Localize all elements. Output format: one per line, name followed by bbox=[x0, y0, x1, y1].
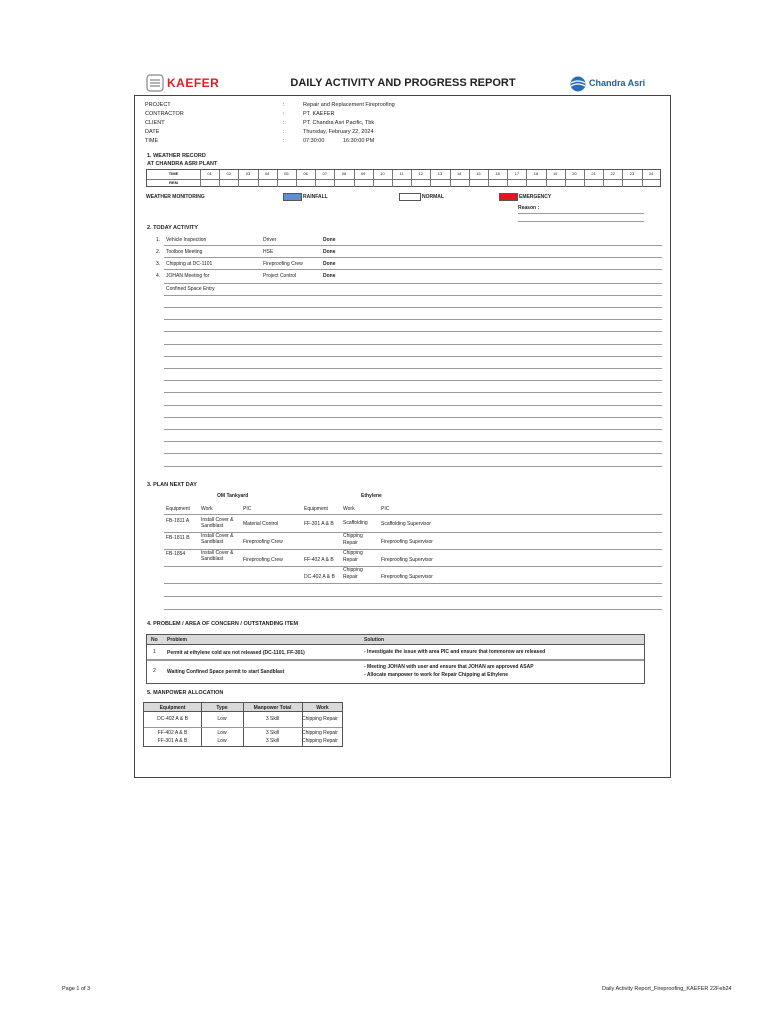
weather-hour-divider bbox=[315, 170, 316, 187]
problem-header-problem: Problem bbox=[167, 637, 188, 643]
weather-rem-cell bbox=[258, 179, 277, 187]
ruled-line bbox=[164, 514, 662, 515]
weather-hour-divider bbox=[584, 170, 585, 187]
problem-no: 2 bbox=[153, 668, 156, 674]
weather-hour-divider bbox=[469, 170, 470, 187]
ruled-line bbox=[164, 429, 662, 430]
ruled-line bbox=[164, 295, 662, 296]
weather-rem-cell bbox=[373, 179, 392, 187]
weather-hour-label: 15 bbox=[476, 171, 481, 176]
manpower-total: 3 Skill bbox=[265, 716, 280, 722]
weather-hour-table bbox=[146, 169, 661, 187]
weather-hour-label: 09 bbox=[360, 171, 366, 176]
ruled-line bbox=[164, 380, 662, 381]
plan-group-ethylene: Ethylene bbox=[361, 493, 382, 499]
weather-hour-divider bbox=[622, 170, 623, 187]
kaefer-logo bbox=[146, 74, 226, 92]
plan-section-title: 3. PLAN NEXT DAY bbox=[147, 482, 197, 488]
plan-equipment: FB-1811 B bbox=[166, 535, 190, 541]
weather-rem-cell bbox=[354, 179, 373, 187]
problem-section-title: 4. PROBLEM / AREA OF CONCERN / OUTSTANDING ITEM bbox=[147, 621, 299, 627]
plan-work: Chipping Repair bbox=[343, 567, 363, 580]
manpower-work: Chipping Repair bbox=[302, 738, 338, 744]
weather-hour-divider bbox=[392, 170, 393, 187]
weather-section-title: 1. WEATHER RECORD bbox=[147, 153, 206, 159]
problem-table bbox=[146, 634, 645, 684]
weather-hour-label: 19 bbox=[552, 171, 558, 176]
ruled-line bbox=[164, 331, 662, 332]
ruled-line bbox=[164, 319, 662, 320]
plan-equipment: FF-402 A & B bbox=[304, 557, 334, 563]
ruled-line bbox=[164, 583, 662, 584]
info-colon: : bbox=[283, 138, 285, 144]
kaefer-logo-icon bbox=[146, 74, 164, 92]
problem-header-solution: Solution bbox=[364, 637, 384, 643]
ruled-line bbox=[164, 441, 662, 442]
info-label: CONTRACTOR bbox=[145, 111, 184, 117]
plan-work: Install Cover & Sandblast bbox=[201, 533, 234, 545]
ruled-line bbox=[164, 269, 662, 270]
activity-status: Done bbox=[323, 249, 336, 255]
manpower-total: 3 Skill bbox=[265, 738, 280, 744]
activity-no: 1. bbox=[156, 237, 161, 243]
ruled-line bbox=[164, 466, 662, 467]
weather-monitoring-label: WEATHER MONITORING bbox=[146, 194, 205, 200]
weather-hour-divider bbox=[546, 170, 547, 187]
weather-rem-cell bbox=[411, 179, 430, 187]
info-colon: : bbox=[283, 111, 285, 117]
weather-rem-cell bbox=[200, 179, 219, 187]
weather-rem-cell bbox=[392, 179, 411, 187]
weather-rem-cell bbox=[238, 179, 257, 187]
plan-pic: Fireproofing Supervisor bbox=[381, 539, 433, 545]
ruled-line bbox=[164, 609, 662, 610]
manpower-equipment: DC-402 A & B bbox=[157, 716, 188, 722]
plan-work: Chipping Repair bbox=[343, 533, 363, 546]
plan-work: Install Cover & Sandblast bbox=[201, 550, 234, 562]
plan-header-work: Work bbox=[201, 506, 213, 512]
manpower-type: Low bbox=[217, 730, 227, 736]
manpower-work: Chipping Repair bbox=[302, 730, 338, 736]
problem-header-no: No bbox=[151, 637, 158, 643]
info-colon: : bbox=[283, 102, 285, 108]
weather-rem-cell bbox=[430, 179, 449, 187]
plan-header-work: Work bbox=[343, 506, 355, 512]
plan-pic: Material Control bbox=[243, 521, 279, 527]
manpower-work: Chipping Repair bbox=[302, 716, 338, 722]
chandra-asri-logo-icon bbox=[570, 76, 586, 92]
weather-time-label: TIME bbox=[168, 171, 179, 176]
weather-rem-cell bbox=[296, 179, 315, 187]
solution-text: - Allocate manpower to work for Repair Chipping at Ethylene bbox=[364, 672, 508, 678]
info-value: Repair and Replacement Fireproofing bbox=[303, 102, 395, 108]
weather-hour-divider bbox=[430, 170, 431, 187]
ruled-line bbox=[164, 453, 662, 454]
ruled-line bbox=[164, 368, 662, 369]
weather-hour-label: 14 bbox=[456, 171, 462, 176]
weather-hour-divider bbox=[296, 170, 297, 187]
activity-text: JOHAN Meeting for bbox=[166, 273, 210, 279]
manpower-header-equipment: Equipment bbox=[159, 704, 186, 711]
plan-work: Scaffolding bbox=[343, 520, 368, 526]
weather-rem-cell bbox=[565, 179, 584, 187]
ruled-line bbox=[164, 549, 662, 550]
chandra-asri-logo-text: Chandra Asri bbox=[589, 78, 646, 88]
activity-text: Vehicle Inspection bbox=[166, 237, 207, 243]
weather-hour-label: 06 bbox=[303, 171, 308, 176]
normal-label: NORMAL bbox=[422, 194, 444, 200]
weather-hour-divider bbox=[488, 170, 489, 187]
weather-hour-divider bbox=[526, 170, 527, 187]
rainfall-label: RAINFALL bbox=[303, 194, 328, 200]
info-value: PT. KAEFER bbox=[303, 111, 335, 117]
ruled-line bbox=[164, 532, 662, 533]
weather-rem-cell bbox=[334, 179, 353, 187]
weather-hour-label: 23 bbox=[629, 171, 635, 176]
manpower-header-type: Type bbox=[216, 704, 228, 711]
plan-equipment: FB-1811 A bbox=[166, 518, 190, 524]
weather-hour-divider bbox=[507, 170, 508, 187]
weather-hour-divider bbox=[411, 170, 412, 187]
activity-pic: HSE bbox=[263, 249, 274, 255]
ruled-line bbox=[164, 356, 662, 357]
weather-rem-cell bbox=[622, 179, 641, 187]
manpower-type: Low bbox=[217, 716, 227, 722]
manpower-table bbox=[143, 702, 343, 747]
info-label: PROJECT bbox=[145, 102, 171, 108]
ruled-line bbox=[164, 283, 662, 284]
weather-hour-divider bbox=[354, 170, 355, 187]
weather-hour-label: 18 bbox=[533, 171, 539, 176]
info-value: PT. Chandra Asri Pacific, Tbk bbox=[303, 120, 375, 126]
activity-status: Done bbox=[323, 273, 336, 279]
weather-rem-cell bbox=[526, 179, 545, 187]
activity-no: 3. bbox=[156, 261, 161, 267]
plan-equipment: FF-301 A & B bbox=[304, 521, 334, 527]
weather-hour-label: 08 bbox=[341, 171, 347, 176]
weather-hour-label: 03 bbox=[245, 171, 251, 176]
solution-text: - Meeting JOHAN with user and ensure that JOHAN are approved ASAP bbox=[364, 664, 534, 670]
ruled-line bbox=[164, 566, 662, 567]
ruled-line bbox=[164, 257, 662, 258]
weather-rem-cell bbox=[315, 179, 334, 187]
manpower-header-work: Work bbox=[316, 704, 329, 711]
weather-hour-label: 01 bbox=[207, 171, 212, 176]
normal-swatch bbox=[399, 193, 421, 201]
info-colon: : bbox=[283, 129, 285, 135]
today-section-title: 2. TODAY ACTIVITY bbox=[147, 225, 199, 231]
plan-header-equipment: Equipment bbox=[166, 506, 190, 512]
weather-hour-label: 20 bbox=[572, 171, 577, 176]
weather-hour-label: 22 bbox=[610, 171, 615, 176]
plan-pic: Fireproofing Crew bbox=[243, 557, 283, 563]
activity-continuation: Confined Space Entry bbox=[166, 286, 215, 292]
activity-pic: Driver bbox=[263, 237, 277, 243]
weather-rem-cell bbox=[584, 179, 603, 187]
weather-rem-cell bbox=[488, 179, 507, 187]
plan-work: Install Cover & Sandblast bbox=[201, 517, 234, 529]
info-label: TIME bbox=[145, 138, 159, 144]
weather-hour-divider bbox=[373, 170, 374, 187]
kaefer-logo-text: KAEFER bbox=[167, 76, 220, 90]
ruled-line bbox=[164, 245, 662, 246]
weather-rem-cell bbox=[469, 179, 488, 187]
ruled-line bbox=[164, 405, 662, 406]
weather-rem-cell bbox=[603, 179, 622, 187]
weather-hour-label: 07 bbox=[322, 171, 327, 176]
weather-hour-divider bbox=[238, 170, 239, 187]
weather-rem-cell bbox=[642, 179, 661, 187]
manpower-total: 3 Skill bbox=[265, 730, 280, 736]
plan-equipment: DC-402 A & B bbox=[304, 574, 335, 580]
plan-pic: Fireproofing Supervisor bbox=[381, 574, 433, 580]
chandra-asri-logo bbox=[570, 75, 660, 93]
emergency-label: EMERGENCY bbox=[519, 194, 552, 200]
plan-equipment: FB-1854 bbox=[166, 551, 186, 557]
weather-hour-divider bbox=[642, 170, 643, 187]
emergency-swatch bbox=[499, 193, 518, 201]
weather-hour-label: 04 bbox=[264, 171, 270, 176]
activity-pic: Project Control bbox=[263, 273, 297, 279]
ruled-line bbox=[164, 392, 662, 393]
page-number: Page 1 of 3 bbox=[62, 986, 91, 992]
ruled-line bbox=[164, 344, 662, 345]
weather-rem-cell bbox=[507, 179, 526, 187]
info-value: 07:30:00 bbox=[303, 138, 325, 144]
manpower-section-title: 5. MANPOWER ALLOCATION bbox=[147, 690, 224, 696]
info-label: CLIENT bbox=[145, 120, 165, 126]
reason-label: Reason : bbox=[518, 205, 540, 211]
weather-rem-cell bbox=[546, 179, 565, 187]
weather-rem-label: REM bbox=[169, 179, 178, 185]
weather-hour-divider bbox=[565, 170, 566, 187]
manpower-equipment: FF-301 A & B bbox=[157, 738, 188, 744]
activity-status: Done bbox=[323, 261, 336, 267]
weather-hour-label: 21 bbox=[591, 171, 596, 176]
plan-header-pic: PIC bbox=[381, 506, 390, 512]
activity-no: 2. bbox=[156, 249, 161, 255]
manpower-type: Low bbox=[217, 738, 227, 744]
weather-hour-label: 02 bbox=[226, 171, 231, 176]
weather-section-subtitle: AT CHANDRA ASRI PLANT bbox=[147, 161, 218, 167]
ruled-line bbox=[164, 596, 662, 597]
ruled-line bbox=[164, 307, 662, 308]
info-value-end-time: 16:30:00 PM bbox=[343, 138, 375, 144]
weather-hour-divider bbox=[219, 170, 220, 187]
plan-header-pic: PIC bbox=[243, 506, 252, 512]
problem-text: Permit at ethylene cold are not released (DC-1101, FF-301) bbox=[167, 650, 305, 656]
weather-hour-divider bbox=[603, 170, 604, 187]
plan-pic: Fireproofing Crew bbox=[243, 539, 283, 545]
rainfall-swatch bbox=[283, 193, 302, 201]
plan-header-equipment: Equipment bbox=[304, 506, 328, 512]
report-title: DAILY ACTIVITY AND PROGRESS REPORT bbox=[290, 77, 516, 89]
activity-pic: Fireproofing Crew bbox=[263, 261, 303, 267]
activity-no: 4. bbox=[156, 273, 161, 279]
weather-hour-label: 11 bbox=[399, 171, 404, 176]
plan-pic: Scaffolding Supervisor bbox=[381, 521, 431, 527]
weather-hour-label: 10 bbox=[380, 171, 385, 176]
weather-hour-label: 16 bbox=[495, 171, 500, 176]
ruled-line bbox=[164, 417, 662, 418]
weather-hour-label: 13 bbox=[437, 171, 443, 176]
info-value: Thursday, February 22, 2024 bbox=[303, 129, 374, 135]
footer-filename: Daily Activity Report_Fireproofing_KAEFER 22Feb24 bbox=[602, 986, 732, 992]
plan-pic: Fireproofing Supervisor bbox=[381, 557, 433, 563]
weather-hour-label: 17 bbox=[514, 171, 519, 176]
weather-rem-cell bbox=[450, 179, 469, 187]
weather-hour-label: 05 bbox=[284, 171, 289, 176]
info-colon: : bbox=[283, 120, 285, 126]
weather-hour-divider bbox=[334, 170, 335, 187]
plan-work: Chipping Repair bbox=[343, 550, 363, 563]
weather-rem-cell bbox=[219, 179, 238, 187]
info-label: DATE bbox=[145, 129, 160, 135]
weather-rem-cell bbox=[277, 179, 296, 187]
activity-text: Toolbox Meeting bbox=[166, 249, 203, 255]
plan-group-om-tankyard: OM Tankyard bbox=[217, 493, 249, 499]
weather-hour-label: 12 bbox=[418, 171, 423, 176]
activity-text: Chipping at DC-1101 bbox=[166, 261, 213, 267]
problem-text: Waiting Confined Space permit to start Sandblast bbox=[167, 669, 285, 675]
weather-hour-divider bbox=[450, 170, 451, 187]
manpower-header-total: Manpower Total bbox=[253, 704, 292, 711]
solution-text: - Investigate the issue with area PIC and ensure that tommorow are released bbox=[364, 649, 546, 655]
problem-no: 1 bbox=[153, 649, 156, 655]
weather-hour-divider bbox=[277, 170, 278, 187]
weather-hour-label: 24 bbox=[648, 171, 654, 176]
weather-hour-divider bbox=[258, 170, 259, 187]
manpower-equipment: FF-402 A & B bbox=[157, 730, 188, 736]
activity-status: Done bbox=[323, 237, 336, 243]
